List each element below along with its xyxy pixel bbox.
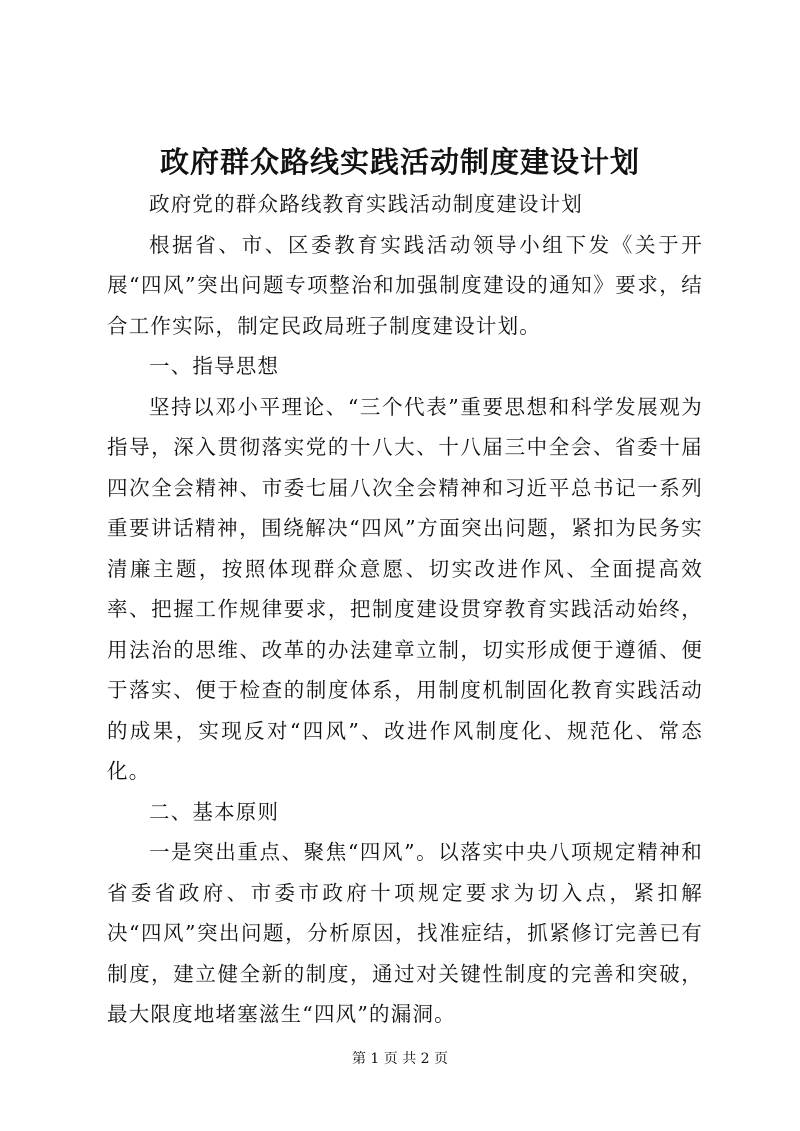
intro-paragraph: 根据省、市、区委教育实践活动领导小组下发《关于开展“四风”突出问题专项整治和加强制度建设的通知》要求，结合工作实际，制定民政局班子制度建设计划。 [107,232,703,338]
document-title: 政府群众路线实践活动制度建设计划 [159,145,640,179]
section-heading-basic-principles: 二、基本原则 [149,799,280,824]
page-footer: 第 1 页 共 2 页 [351,1051,449,1067]
section-heading-guiding-thought: 一、指导思想 [149,354,280,378]
document-body [107,184,703,1035]
guiding-thought-paragraph: 坚持以邓小平理论、“三个代表”重要思想和科学发展观为指导，深入贯彻落实党的十八大、十八届三中全会、省委十届四次全会精神、市委七届八次全会精神和习近平总书记一系列重要讲话精神，围绕解决“四风”方面突出问题，紧扣为民务实清廉主题，按照体现群众意愿、切实改进作风、全面提高效率、把握工作规律要求，把制度建设贯穿教育实践活动始终，用法治的思维、改革的办法建章立制，切实形成便于遵循、便于落实、便于检查的制度体系，用制度机制固化教育实践活动的成果，实现反对“四风”、改进作风制度化、规范化、常态化。 [107,394,703,783]
subtitle-paragraph: 政府党的群众路线教育实践活动制度建设计划 [149,192,583,216]
basic-principles-paragraph: 一是突出重点、聚焦“四风”。以落实中央八项规定精神和省委省政府、市委市政府十项规定要求为切入点，紧扣解决“四风”突出问题，分析原因，找准症结，抓紧修订完善已有制度，建立健全新的制度，通过对关键性制度的完善和突破，最大限度地堵塞滋生“四风”的漏洞。 [107,840,703,1026]
